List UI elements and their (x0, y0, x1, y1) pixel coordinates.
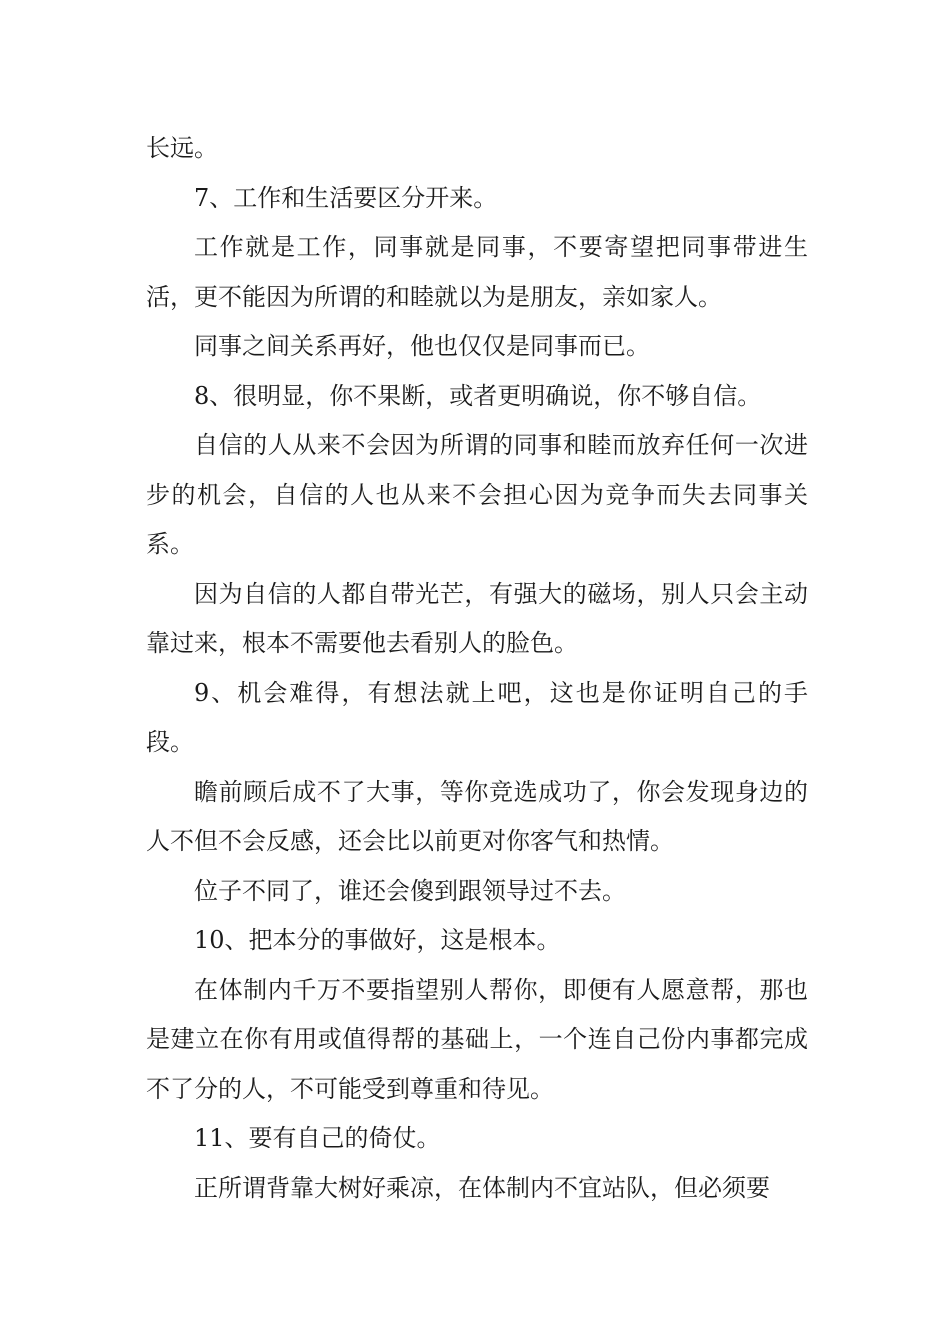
paragraph-8: 9、机会难得，有想法就上吧，这也是你证明自己的手段。 (146, 678, 808, 756)
document-body (146, 124, 808, 1213)
paragraph-5: 8、很明显，你不果断，或者更明确说，你不够自信。 (194, 381, 762, 410)
paragraph-13: 11、要有自己的倚仗。 (194, 1124, 441, 1152)
paragraph-12: 在体制内千万不要指望别人帮你，即便有人愿意帮，那也是建立在你有用或值得帮的基础上，一个连自己份内事都完成不了分的人，不可能受到尊重和待见。 (146, 975, 808, 1103)
paragraph-4: 同事之间关系再好，他也仅仅是同事而已。 (194, 332, 650, 360)
paragraph-7: 因为自信的人都自带光芒，有强大的磁场，别人只会主动靠过来，根本不需要他去看别人的脸色。 (146, 579, 808, 657)
paragraph-9: 瞻前顾后成不了大事，等你竞选成功了，你会发现身边的人不但不会反感，还会比以前更对你客气和热情。 (146, 777, 808, 855)
paragraph-10: 位子不同了，谁还会傻到跟领导过不去。 (194, 876, 626, 905)
paragraph-2: 7、工作和生活要区分开来。 (194, 183, 498, 212)
paragraph-6: 自信的人从来不会因为所谓的同事和睦而放弃任何一次进步的机会，自信的人也从来不会担心因为竞争而失去同事关系。 (146, 431, 808, 558)
paragraph-14: 正所谓背靠大树好乘凉，在体制内不宜站队，但必须要 (194, 1173, 770, 1202)
paragraph-3: 工作就是工作，同事就是同事，不要寄望把同事带进生活，更不能因为所谓的和睦就以为是朋友，亲如家人。 (146, 233, 808, 311)
paragraph-1: 长远。 (146, 134, 218, 162)
paragraph-11: 10、把本分的事做好，这是根本。 (194, 926, 561, 954)
